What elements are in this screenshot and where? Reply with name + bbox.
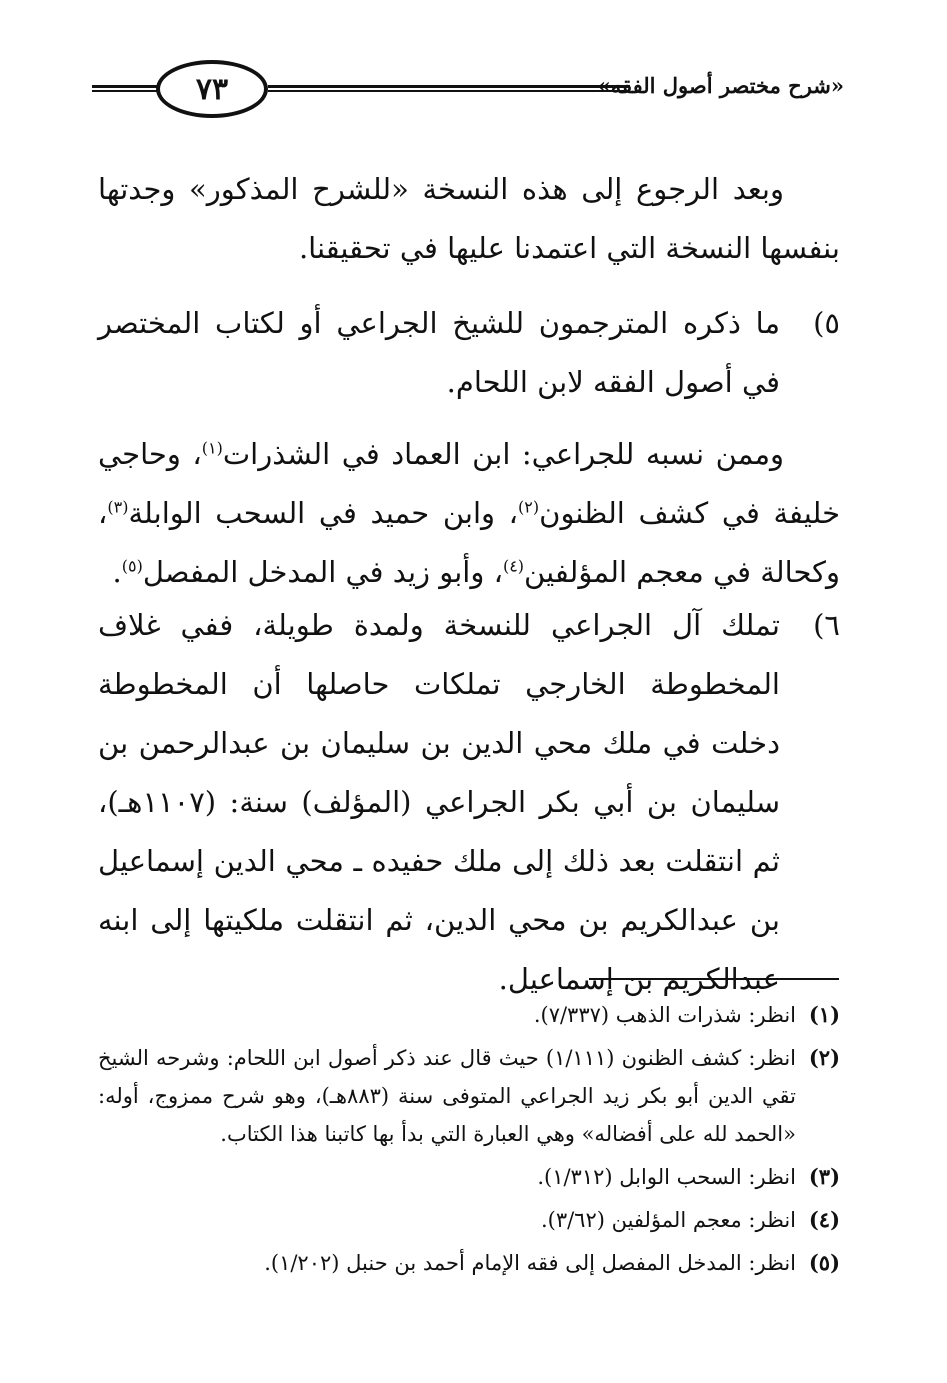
footnote-text: انظر: المدخل المفصل إلى فقه الإمام أحمد بن حنبل (١/٢٠٢). xyxy=(264,1251,796,1275)
footnote-item xyxy=(98,1201,840,1239)
footnote-ref-3[interactable]: (٣) xyxy=(107,497,129,517)
item-text: تملك آل الجراعي للنسخة ولمدة طويلة، ففي غلاف المخطوطة الخارجي تملكات حاصلها أن المخطوطة دخلت في ملك محي الدين بن سليمان بن عبدالرحمن بن سليمان بن أبي بكر الجراعي (المؤلف) سنة: (١١٠٧هـ)، ثم انتقلت بعد ذلك إلى ملك حفيده ـ محي الدين إسماعيل بن عبدالكريم بن محي الدين، ثم انتقلت ملكيتها إلى ابنه عبدالكريم بن إسماعيل. xyxy=(98,608,780,996)
item-text: ما ذكره المترجمون للشيخ الجراعي أو لكتاب المختصر في أصول الفقه لابن اللحام. xyxy=(98,306,780,399)
text-run: ، وابن حميد في السحب الوابلة xyxy=(128,496,519,530)
numbered-item-5 xyxy=(98,294,840,412)
header-rule-right xyxy=(268,85,630,92)
footnote-ref-5[interactable]: (٥) xyxy=(121,556,143,576)
page-number-oval xyxy=(156,60,268,118)
footnotes xyxy=(98,996,840,1287)
paragraph-text: وبعد الرجوع إلى هذه النسخة «للشرح المذكور» وجدتها بنفسها النسخة التي اعتمدنا عليها في تحقيقنا. xyxy=(98,172,840,265)
footnote-separator xyxy=(589,978,839,980)
footnote-ref-2[interactable]: (٢) xyxy=(518,497,540,517)
item-number: ٦) xyxy=(813,608,840,642)
footnote-ref-1[interactable]: (١) xyxy=(201,438,223,458)
numbered-item-6 xyxy=(98,596,840,1009)
paragraph-intro xyxy=(98,160,840,278)
page-header xyxy=(92,58,844,130)
footnote-label: (٣) xyxy=(808,1164,840,1189)
footnote-item xyxy=(98,1158,840,1196)
footnote-label: (٥) xyxy=(808,1250,840,1275)
footnote-text: انظر: كشف الظنون (١/١١١) حيث قال عند ذكر أصول ابن اللحام: وشرحه الشيخ تقي الدين أبو بكر زيد الجراعي المتوفى سنة (٨٨٣هـ)، وهو شرح ممزوج، أوله: «الحمد لله على أفضاله» وهي العبارة التي بدأ بها كاتبنا هذا الكتاب. xyxy=(98,1046,797,1146)
text-run: وممن نسبه للجراعي: ابن العماد في الشذرات xyxy=(222,437,784,471)
item-number: ٥) xyxy=(813,306,840,340)
footnote-item xyxy=(98,996,840,1034)
footnote-label: (٤) xyxy=(808,1207,840,1232)
text-run: ، وحاجي خليفة في كشف الظنون xyxy=(98,437,840,530)
footnote-text: انظر: شذرات الذهب (٧/٣٣٧). xyxy=(533,1003,796,1027)
paragraph-attributions xyxy=(98,425,840,602)
text-run: ، وكحالة في معجم المؤلفين xyxy=(98,496,840,589)
footnote-label: (١) xyxy=(808,1002,840,1027)
paragraph-text xyxy=(98,425,840,602)
header-rule-left xyxy=(92,85,158,92)
footnote-item xyxy=(98,1039,840,1153)
footnote-ref-4[interactable]: (٤) xyxy=(502,556,525,576)
page-number: ٧٣ xyxy=(195,71,229,107)
footnote-label: (٢) xyxy=(808,1045,840,1070)
text-run: ، وأبو زيد في المدخل المفصل xyxy=(142,555,503,589)
footnote-text: انظر: السحب الوابل (١/٣١٢). xyxy=(537,1165,796,1189)
footnote-item xyxy=(98,1244,840,1282)
running-title: «شرح مختصر أصول الفقه» xyxy=(597,73,844,98)
text-run: . xyxy=(112,555,122,589)
footnote-text: انظر: معجم المؤلفين (٣/٦٢). xyxy=(540,1208,796,1232)
